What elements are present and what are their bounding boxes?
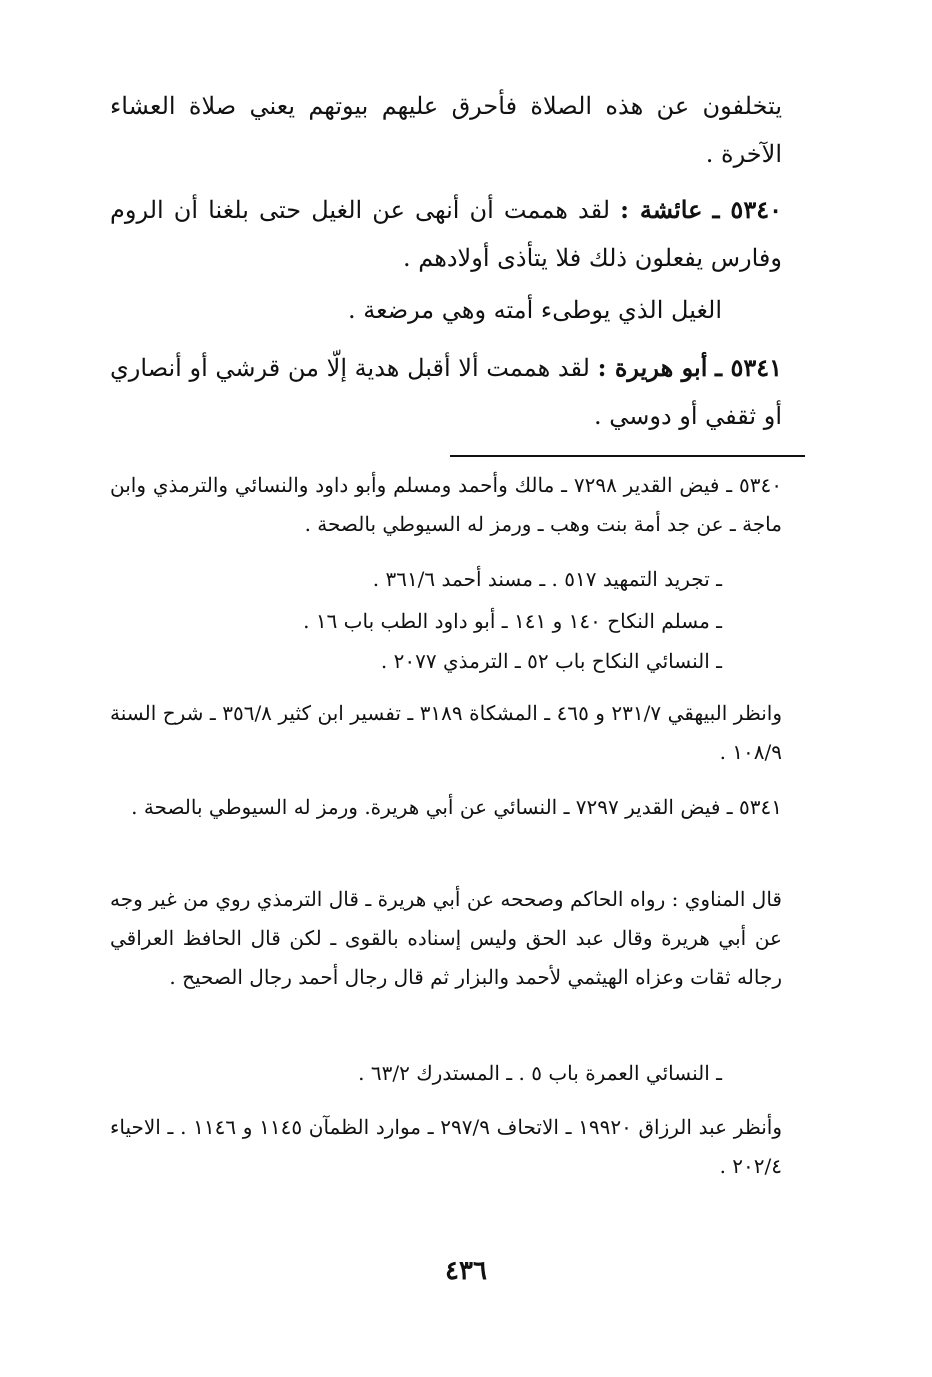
footnote-ref — [110, 642, 782, 681]
hadith-text: لقد هممت أن أنهى عن الغيل حتى بلغنا أن الروم وفارس يفعلون ذلك فلا يتأذى أولادهم . — [110, 196, 782, 272]
gloss-paragraph — [110, 286, 782, 334]
hadith-narrator: أبو هريرة : — [597, 353, 708, 382]
footnote-text: ٥٣٤٠ ـ فيض القدير ٧٢٩٨ ـ مالك وأحمد ومسلم وأبو داود والنسائي والترمذي وابن ماجة ـ عن جد أمة بنت وهب ـ ورمز له السيوطي بالصحة . — [110, 473, 782, 536]
page-number: ٤٣٦ — [445, 1256, 487, 1286]
hadith-number: ٥٣٤٠ ـ — [712, 195, 782, 224]
footnote-5340 — [110, 466, 782, 544]
footnote-text: ـ النسائي العمرة باب ٥ . ـ المستدرك ٦٣/٢ . — [358, 1061, 722, 1085]
footnote-text: وانظر البيهقي ٢٣١/٧ و ٤٦٥ ـ المشكاة ٣١٨٩ ـ تفسير ابن كثير ٣٥٦/٨ ـ شرح السنة ١٠٨/٩ . — [110, 701, 783, 764]
main-paragraph-continuation — [110, 82, 782, 178]
footnote-divider — [450, 455, 805, 457]
hadith-5340 — [110, 186, 782, 282]
footnote-commentary — [110, 880, 782, 997]
footnote-5341 — [110, 788, 782, 827]
footnote-text: ـ مسلم النكاح ١٤٠ و ١٤١ ـ أبو داود الطب باب ١٦ . — [303, 609, 722, 633]
footnote-ref — [110, 1054, 782, 1093]
hadith-narrator: عائشة : — [620, 195, 703, 224]
footnote-text: ٥٣٤١ ـ فيض القدير ٧٢٩٧ ـ النسائي عن أبي هريرة. ورمز له السيوطي بالصحة . — [131, 795, 782, 819]
footnote-ref — [110, 560, 782, 599]
paragraph-text: يتخلفون عن هذه الصلاة فأحرق عليهم بيوتهم يعني صلاة العشاء الآخرة . — [110, 92, 782, 168]
hadith-text: لقد هممت ألا أقبل هدية إلّا من قرشي أو أنصاري أو ثقفي أو دوسي . — [110, 354, 782, 430]
footnote-ref — [110, 602, 782, 641]
footnote-see-also — [110, 694, 782, 772]
footnote-text: وأنظر عبد الرزاق ١٩٩٢٠ ـ الاتحاف ٢٩٧/٩ ـ موارد الظمآن ١١٤٥ و ١١٤٦ . ـ الاحياء ٢٠٢/٤ . — [110, 1115, 783, 1178]
footnote-text: قال المناوي : رواه الحاكم وصححه عن أبي هريرة ـ قال الترمذي روي من غير وجه عن أبي هريرة وقال عبد الحق وليس إسناده بالقوى ـ لكن قال الحافظ العراقي رجاله ثقات وعزاه الهيثمي لأحمد والبزار ثم قال رجال أحمد رجال الصحيح . — [110, 887, 782, 989]
footnote-text: ـ تجريد التمهيد ٥١٧ . ـ مسند أحمد ٣٦١/٦ . — [372, 567, 722, 591]
gloss-text: الغيل الذي يوطىء أمته وهي مرضعة . — [347, 296, 722, 324]
footnote-text: ـ النسائي النكاح باب ٥٢ ـ الترمذي ٢٠٧٧ . — [380, 649, 722, 673]
hadith-number: ٥٣٤١ ـ — [715, 353, 782, 382]
footnote-see-also — [110, 1108, 782, 1186]
hadith-5341 — [110, 344, 782, 440]
